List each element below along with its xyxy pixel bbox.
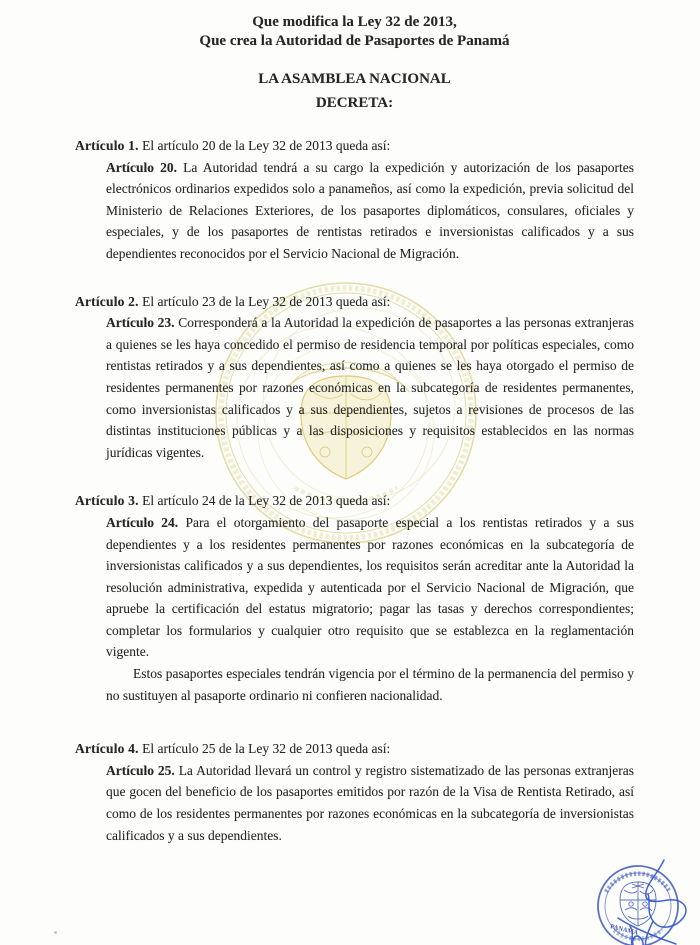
article-1-label: Artículo 1. [75, 138, 139, 153]
article-2-block [75, 291, 634, 464]
article-2-label: Artículo 2. [75, 293, 139, 309]
article-23-body: Corresponderá a la Autoridad la expedición de pasaportes a las personas extranjeras a quienes se les haya concedido el permiso de residencia temporal por políticas especiales, como rentistas retirados y a sus dependientes, así como a quienes se les haya otorgado el permiso de residentes permanentes por razones económicas en la subcategoría de residentes permanentes, como inversionistas calificados y a sus dependientes, sujetos a revisiones de procesos de las distintas instituciones públicas y a las disposiciones y requisitos establecidos en las normas jurídicas vigentes. [106, 315, 634, 460]
article-4-intro: El artículo 25 de la Ley 32 de 2013 queda así: [142, 741, 391, 757]
stamp-coat-of-arms-icon [620, 882, 656, 926]
article-20-body: La Autoridad tendrá a su cargo la expedición y autorización de los pasaportes electrónicos ordinarios expedidos solo a panameños, así como la expedición, previa solicitud del Ministerio de Relaciones Exteriores, de los pasaportes diplomáticos, consulares, oficiales y especiales, y de los pasaportes de rentistas retirados e inversionistas calificados y a sus dependientes reconocidos por el Servicio Nacional de Migración. [106, 159, 634, 261]
article-2-intro: El artículo 23 de la Ley 32 de 2013 queda así: [142, 293, 391, 309]
article-3-intro: El artículo 24 de la Ley 32 de 2013 queda así: [142, 493, 391, 509]
scan-artifact-dot [54, 931, 57, 934]
title-line-1: Que modifica la Ley 32 de 2013, [252, 14, 457, 30]
article-23-text [106, 312, 634, 463]
article-20-text [106, 157, 634, 265]
document-body [75, 13, 634, 846]
assembly-heading: LA ASAMBLEA NACIONAL [258, 71, 451, 87]
decree-heading: DECRETA: [315, 95, 394, 111]
article-25-text [106, 760, 634, 846]
article-23-label: Artículo 23. [106, 315, 175, 331]
article-2-heading [75, 291, 634, 313]
article-24-continuation: Estos pasaportes especiales tendrán vigencia por el término de la permanencia del permiso y no sustituyen al pasaporte ordinario ni confieren nacionalidad. [106, 666, 634, 703]
stamp-country-label: PANAMÁ [609, 923, 639, 937]
article-1-block [75, 135, 634, 265]
document-title [75, 13, 634, 50]
article-3-label: Artículo 3. [75, 493, 139, 509]
article-25-label: Artículo 25. [106, 762, 175, 778]
article-24-body: Para el otorgamiento del pasaporte especial a los rentistas retirados y a sus dependientes y a los residentes permanentes por razones económicas en la subcategoría de inversionistas calificados y a sus dependientes, los requisitos serán acreditar ante la Autoridad la resolución administrativa, expedida y autenticada por el Servicio Nacional de Migración, que apruebe la certificación del estatus migratorio; pagar las tasas y derechos correspondientes; completar los formularios y cualquier otro requisito que se establezca en la reglamentación vigente. [106, 514, 635, 660]
article-1-heading [75, 135, 634, 157]
article-3-heading [75, 490, 634, 512]
article-4-block [75, 738, 634, 846]
article-24-text [106, 512, 634, 663]
title-line-2: Que crea la Autoridad de Pasaportes de Panamá [199, 32, 510, 49]
article-3-block [75, 490, 634, 706]
official-stamp-and-signature [588, 858, 700, 945]
article-4-label: Artículo 4. [75, 741, 139, 757]
article-24-label: Artículo 24. [106, 514, 179, 530]
article-25-body: La Autoridad llevará un control y registro sistematizado de las personas extranjeras que gocen del beneficio de los pasaportes emitidos por razón de la Visa de Rentista Retirado, así como de los residentes permanentes por razones económicas en la subcategoría de inversionistas calificados y a sus dependientes. [106, 762, 634, 843]
article-1-intro: El artículo 20 de la Ley 32 de 2013 queda así: [142, 138, 391, 153]
article-20-label: Artículo 20. [106, 159, 177, 175]
article-4-heading [75, 738, 634, 760]
